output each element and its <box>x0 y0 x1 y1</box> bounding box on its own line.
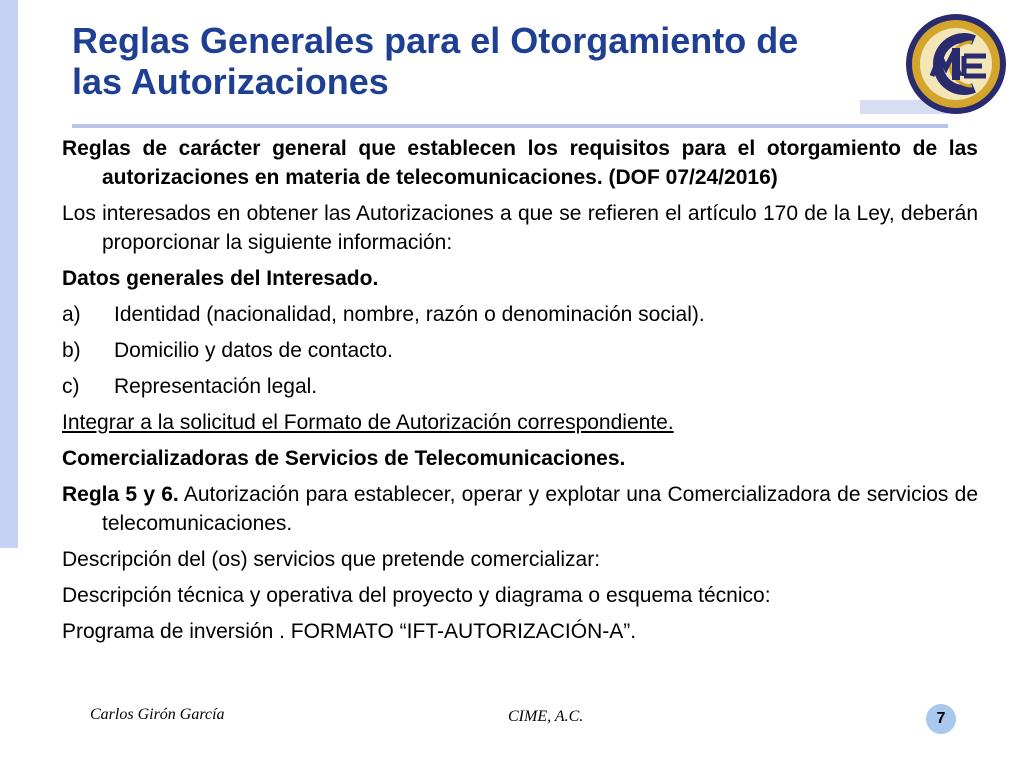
paragraph-descripcion-tecnica: Descripción técnica y operativa del proyecto y diagrama o esquema técnico: <box>62 584 771 607</box>
regla-text: Autorización para establecer, operar y explotar una Comercializadora de servicios de telecomunicaciones. <box>102 483 978 535</box>
title-line-2: las Autorizaciones <box>72 61 389 102</box>
list-item-text: Domicilio y datos de contacto. <box>114 339 393 362</box>
list-letter: a) <box>62 303 81 326</box>
paragraph-rules-intro: Reglas de carácter general que establecen los requisitos para el otorgamiento de las autorizaciones en materia de telecomunicaciones. (DOF 07/24/2016) <box>62 137 978 189</box>
left-accent-bar <box>0 0 18 548</box>
footer-organization: CIME, A.C. <box>508 708 584 725</box>
regla-label: Regla 5 y 6. <box>62 483 179 506</box>
paragraph-interesados: Los interesados en obtener las Autorizaciones a que se refieren el artículo 170 de la Ley, deberán proporcionar la siguiente información: <box>62 202 978 254</box>
heading-datos-generales: Datos generales del Interesado. <box>62 267 379 290</box>
title-line-1: Reglas Generales para el Otorgamiento de <box>72 20 799 61</box>
page-number-badge: 7 <box>926 704 956 734</box>
list-letter: b) <box>62 339 81 362</box>
paragraph-integrar-formato: Integrar a la solicitud el Formato de Autorización correspondiente. <box>62 411 674 434</box>
cime-logo-icon <box>902 10 1010 118</box>
list-item-text: Representación legal. <box>114 375 318 398</box>
list-item <box>62 336 978 365</box>
list-item <box>62 300 978 329</box>
paragraph-descripcion-servicios: Descripción del (os) servicios que pretende comercializar: <box>62 548 601 571</box>
slide-title <box>72 20 892 102</box>
slide-body <box>62 134 978 653</box>
heading-comercializadoras: Comercializadoras de Servicios de Telecomunicaciones. <box>62 447 626 470</box>
list-letter: c) <box>62 375 80 398</box>
paragraph-regla-5-6 <box>62 480 978 538</box>
list-item <box>62 372 978 401</box>
footer-author: Carlos Girón García <box>90 706 225 723</box>
paragraph-programa-inversion: Programa de inversión . FORMATO “IFT-AUTORIZACIÓN-A”. <box>62 620 637 643</box>
list-item-text: Identidad (nacionalidad, nombre, razón o denominación social). <box>114 303 705 326</box>
title-rule <box>72 124 948 128</box>
